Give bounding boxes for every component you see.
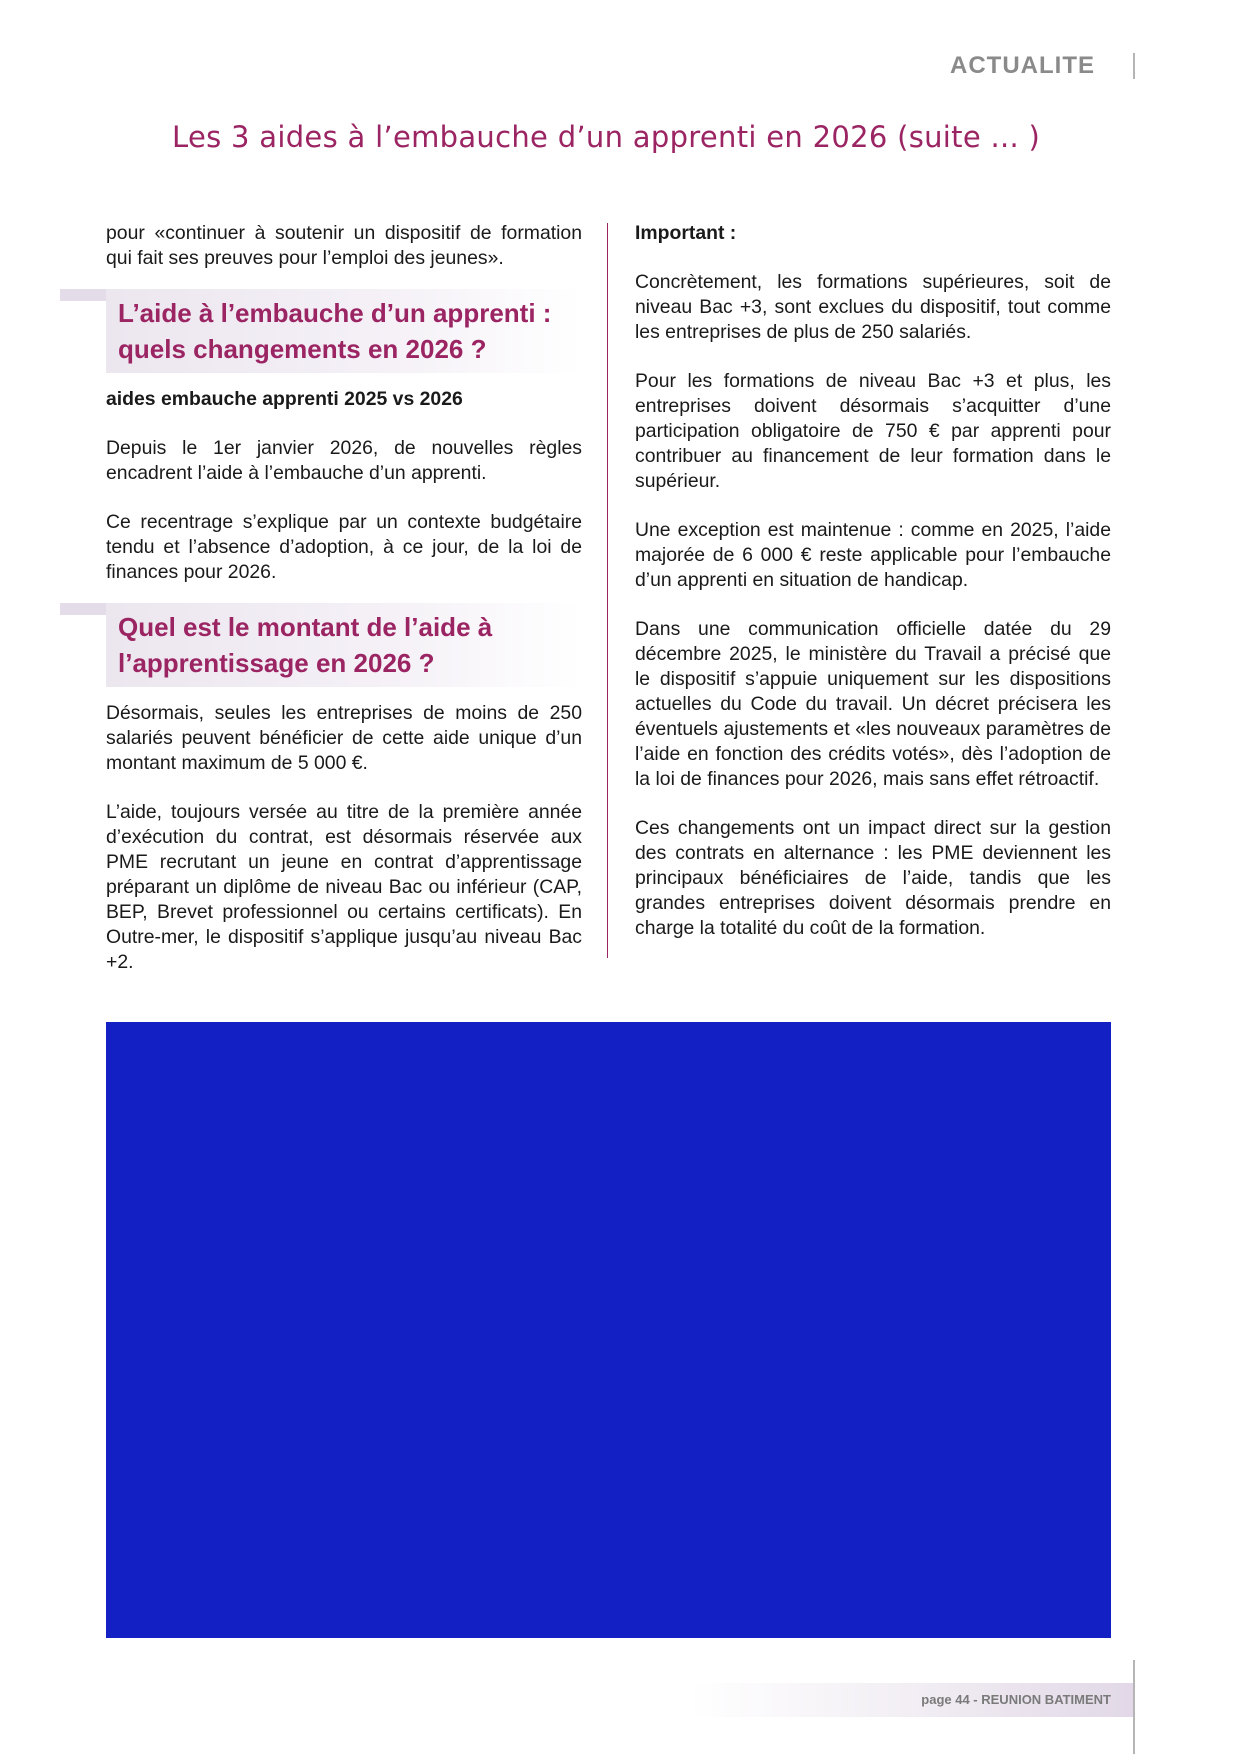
footer-divider bbox=[1133, 1660, 1135, 1754]
subheading-comparison: aides embauche apprenti 2025 vs 2026 bbox=[106, 388, 463, 410]
page-title: Les 3 aides à l’embauche d’un apprenti en 2026 (suite ... ) bbox=[172, 120, 1041, 154]
column-divider bbox=[607, 223, 608, 958]
heading-accent-strip bbox=[60, 603, 106, 615]
heading-block-changes bbox=[60, 289, 582, 373]
paragraph-exception: Une exception est maintenue : comme en 2025, l’aide majorée de 6 000 € reste applicable pour l’embauche d’un apprenti en situation de handicap. bbox=[635, 519, 1111, 591]
paragraph-aid-details: L’aide, toujours versée au titre de la première année d’exécution du contrat, est désormais réservée aux PME recrutant un jeune en contrat d’apprentissage préparant un diplôme de niveau Bac ou inférieur (CAP, BEP, Brevet professionnel ou certains certificats). En Outre-mer, le dispositif s’applique jusqu’au niveau Bac +2. bbox=[106, 801, 582, 973]
paragraph-new-rules: Depuis le 1er janvier 2026, de nouvelles règles encadrent l’aide à l’embauche d’un apprenti. bbox=[106, 437, 582, 484]
paragraph-ministry: Dans une communication officielle datée du 29 décembre 2025, le ministère du Travail a précisé que le dispositif s’appuie uniquement sur les dispositions actuelles du Code du travail. Un décret précisera les éventuels ajustements et «les nouveaux paramètres de l’aide en fonction des crédits votés», dès l’adoption de la loi de finances pour 2026, mais sans effet rétroactif. bbox=[635, 618, 1111, 790]
page-footer: page 44 - REUNION BATIMENT bbox=[921, 1692, 1111, 1707]
heading-changes-2026: L’aide à l’embauche d’un apprenti : quels changements en 2026 ? bbox=[106, 289, 582, 373]
heading-accent-strip bbox=[60, 289, 106, 301]
right-column bbox=[635, 221, 1111, 965]
heading-block-amount bbox=[60, 603, 582, 687]
section-divider bbox=[1133, 53, 1135, 79]
paragraph-budget-context: Ce recentrage s’explique par un contexte budgétaire tendu et l’absence d’adoption, à ce jour, de la loi de finances pour 2026. bbox=[106, 511, 582, 583]
paragraph-impact: Ces changements ont un impact direct sur la gestion des contrats en alternance : les PME deviennent les principaux bénéficiaires de l’aide, tandis que les grandes entreprises doivent désormais prendre en charge la totalité du coût de la formation. bbox=[635, 817, 1111, 939]
heading-aid-amount: Quel est le montant de l’aide à l’apprentissage en 2026 ? bbox=[106, 603, 582, 687]
paragraph-eligibility: Désormais, seules les entreprises de moins de 250 salariés peuvent bénéficier de cette aide unique d’un montant maximum de 5 000 €. bbox=[106, 702, 582, 774]
section-label: ACTUALITE bbox=[950, 52, 1095, 79]
paragraph-exclusions: Concrètement, les formations supérieures, soit de niveau Bac +3, sont exclues du dispositif, tout comme les entreprises de plus de 250 salariés. bbox=[635, 271, 1111, 343]
left-column bbox=[106, 221, 582, 999]
important-label: Important : bbox=[635, 222, 737, 244]
paragraph-participation: Pour les formations de niveau Bac +3 et plus, les entreprises doivent désormais s’acquitter d’une participation obligatoire de 750 € par apprenti pour contribuer au financement de leur formation dans le supérieur. bbox=[635, 370, 1111, 492]
intro-paragraph: pour «continuer à soutenir un dispositif de formation qui fait ses preuves pour l’emploi des jeunes». bbox=[106, 222, 582, 269]
media-block bbox=[106, 1022, 1111, 1638]
